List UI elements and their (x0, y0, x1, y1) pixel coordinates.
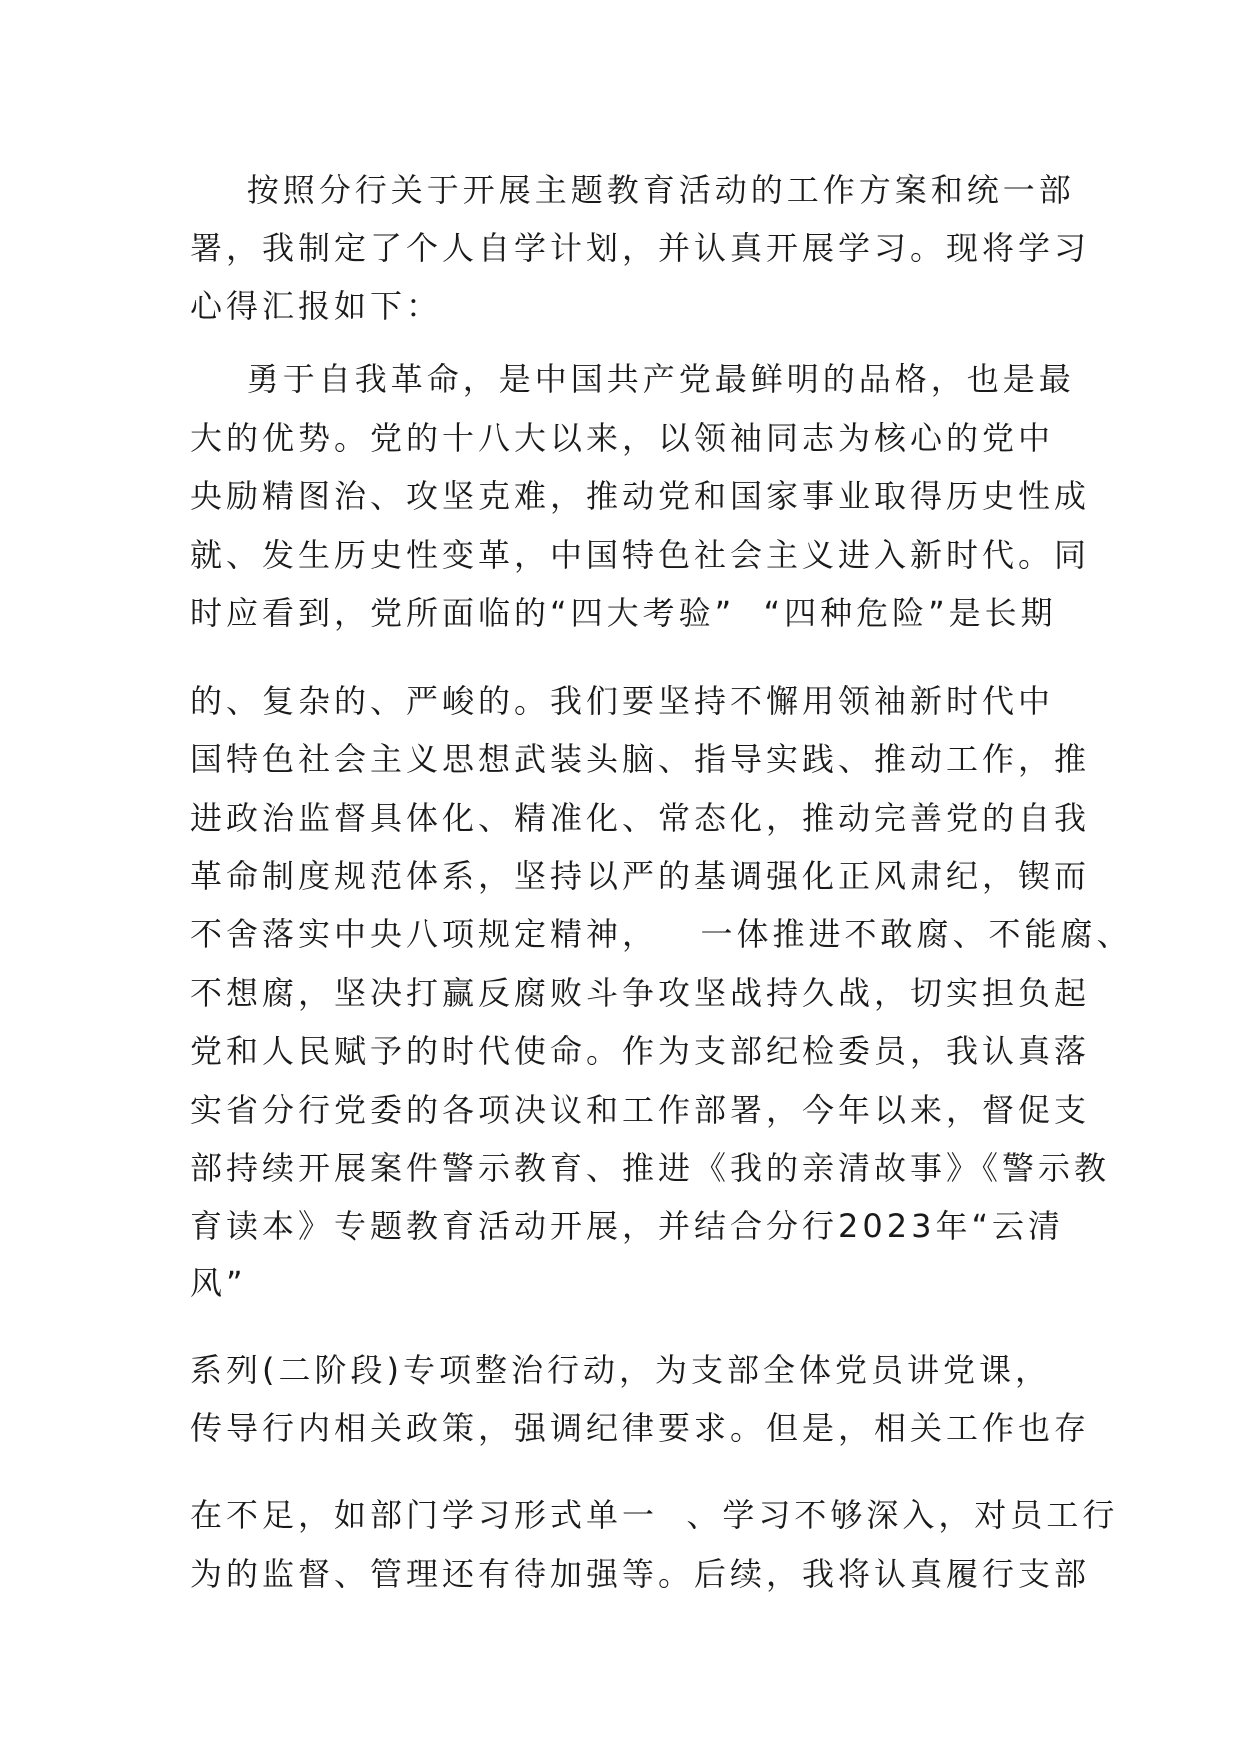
paragraph-line: 大的优势。党的十八大以来，以领袖同志为核心的党中 (190, 419, 1055, 457)
paragraph-line: 革命制度规范体系，坚持以严的基调强化正风肃纪，锲而 (190, 857, 1091, 895)
paragraph-line: 部持续开展案件警示教育、推进《我的亲清故事》《警示教 (190, 1149, 1111, 1187)
paragraph-line: 进政治监督具体化、精准化、常态化，推动完善党的自我 (190, 799, 1091, 837)
paragraph-line: 署，我制定了个人自学计划，并认真开展学习。现将学习 (190, 229, 1091, 267)
paragraph-line: 的、复杂的、严峻的。我们要坚持不懈用领袖新时代中 (190, 682, 1055, 720)
paragraph-line: 党和人民赋予的时代使命。作为支部纪检委员，我认真落 (190, 1032, 1091, 1070)
paragraph-line: 勇于自我革命，是中国共产党最鲜明的品格，也是最 (190, 360, 1075, 398)
paragraph-line: 系列(二阶段)专项整治行动，为支部全体党员讲党课， (190, 1351, 1051, 1389)
paragraph-line: 心得汇报如下： (190, 287, 443, 325)
paragraph-line: 在不足，如部门学习形式单一 、学习不够深入，对员工行 (190, 1496, 1119, 1534)
paragraph-line: 不舍落实中央八项规定精神， 一体推进不敢腐、不能腐、 (190, 915, 1133, 953)
paragraph-line: 为的监督、管理还有待加强等。后续，我将认真履行支部 (190, 1555, 1091, 1593)
paragraph-line: 央励精图治、攻坚克难，推动党和国家事业取得历史性成 (190, 477, 1091, 515)
paragraph-line: 国特色社会主义思想武装头脑、指导实践、推动工作，推 (190, 740, 1091, 778)
paragraph-line: 不想腐，坚决打赢反腐败斗争攻坚战持久战，切实担负起 (190, 974, 1091, 1012)
paragraph-line: 实省分行党委的各项决议和工作部署，今年以来，督促支 (190, 1091, 1091, 1129)
paragraph-line: 时应看到，党所面临的“四大考验” “四种危险”是长期 (190, 594, 1057, 632)
paragraph-line: 按照分行关于开展主题教育活动的工作方案和统一部 (190, 171, 1075, 209)
paragraph-line: 就、发生历史性变革，中国特色社会主义进入新时代。同 (190, 536, 1091, 574)
paragraph-line: 传导行内相关政策，强调纪律要求。但是，相关工作也存 (190, 1409, 1091, 1447)
paragraph-line: 风” (190, 1264, 247, 1302)
paragraph-line: 育读本》专题教育活动开展，并结合分行2023年“云清 (190, 1207, 1065, 1245)
